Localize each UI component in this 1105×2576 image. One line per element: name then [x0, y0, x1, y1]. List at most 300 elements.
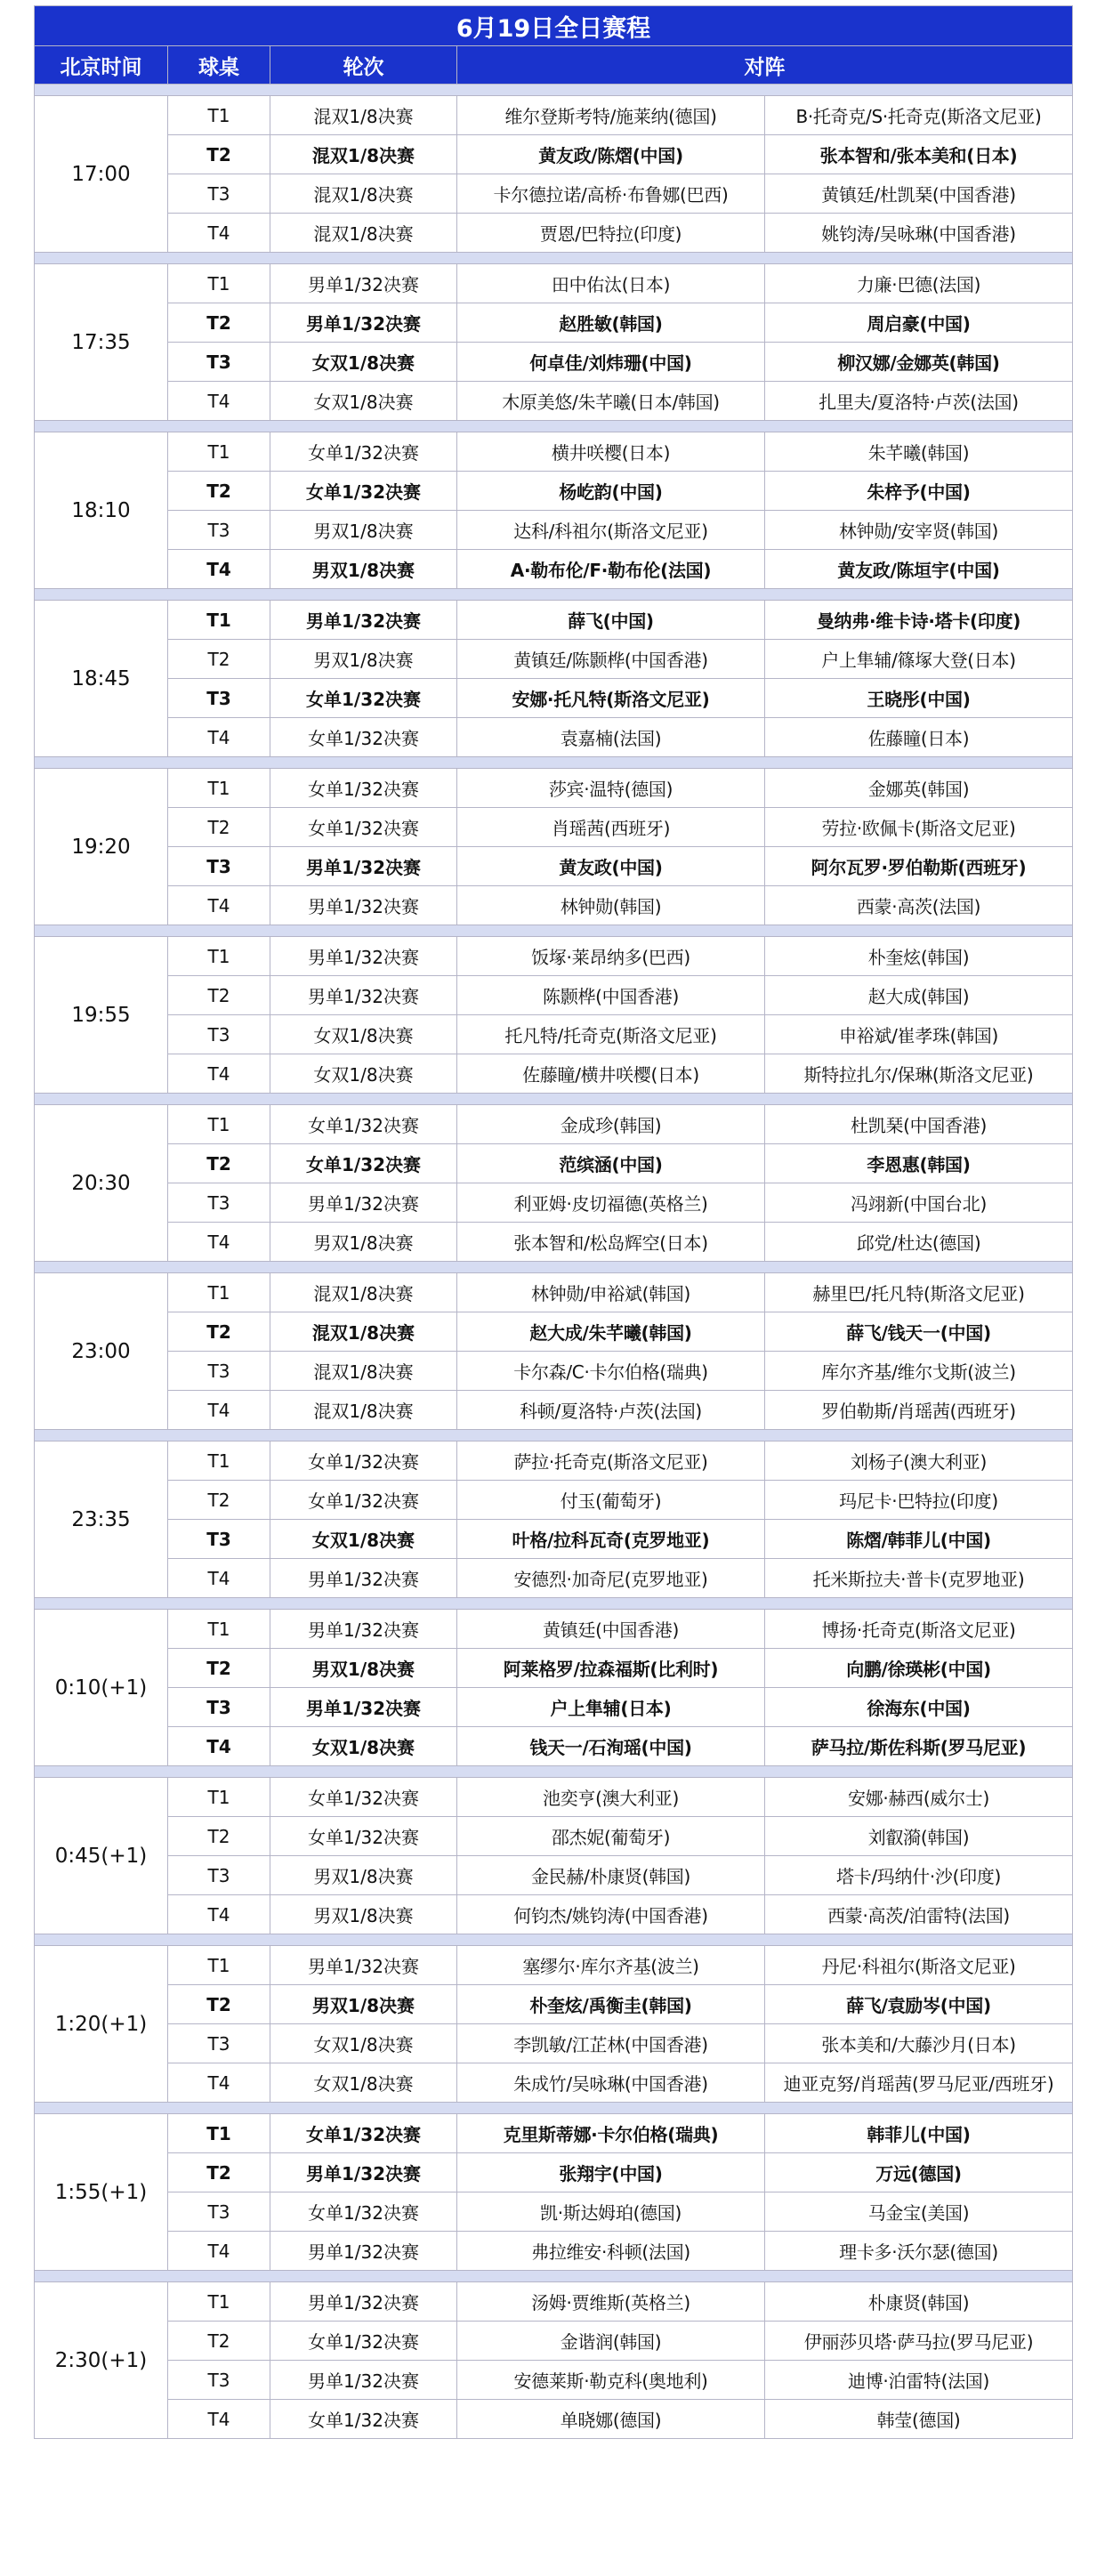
- player2-cell: 迪博·泊雷特(法国): [765, 2361, 1073, 2400]
- match-row: [35, 1054, 1073, 1094]
- separator-cell: [35, 1262, 1073, 1273]
- player2-cell: 王晓彤(中国): [765, 679, 1073, 718]
- player1-cell: A·勒布伦/F·勒布伦(法国): [457, 550, 765, 589]
- round-cell: 男双1/8决赛: [270, 1223, 457, 1262]
- player2-cell: 罗伯勒斯/肖瑶茜(西班牙): [765, 1391, 1073, 1430]
- player2-cell: 朱芊曦(韩国): [765, 432, 1073, 472]
- match-row: [35, 847, 1073, 886]
- match-row: [35, 1391, 1073, 1430]
- match-row: [35, 1481, 1073, 1520]
- round-cell: 女单1/32决赛: [270, 718, 457, 757]
- player1-cell: 佐藤瞳/横井咲樱(日本): [457, 1054, 765, 1094]
- block-separator: [35, 421, 1073, 432]
- player1-cell: 袁嘉楠(法国): [457, 718, 765, 757]
- separator-cell: [35, 85, 1073, 96]
- player2-cell: 西蒙·高茨/泊雷特(法国): [765, 1895, 1073, 1934]
- match-row: [35, 808, 1073, 847]
- table-cell: T2: [168, 303, 270, 343]
- player1-cell: 安娜·托凡特(斯洛文尼亚): [457, 679, 765, 718]
- match-row: [35, 1183, 1073, 1223]
- match-row: [35, 937, 1073, 976]
- match-row: [35, 2361, 1073, 2400]
- match-row: [35, 640, 1073, 679]
- table-cell: T2: [168, 640, 270, 679]
- player2-cell: 库尔齐基/维尔戈斯(波兰): [765, 1352, 1073, 1391]
- header-table: 球桌: [168, 46, 270, 85]
- player1-cell: 黄镇廷/陈颢桦(中国香港): [457, 640, 765, 679]
- player1-cell: 木原美悠/朱芊曦(日本/韩国): [457, 382, 765, 421]
- round-cell: 男单1/32决赛: [270, 1688, 457, 1727]
- round-cell: 女单1/32决赛: [270, 1441, 457, 1481]
- table-cell: T3: [168, 1183, 270, 1223]
- match-row: [35, 2024, 1073, 2063]
- round-cell: 女单1/32决赛: [270, 679, 457, 718]
- match-row: [35, 2063, 1073, 2103]
- player2-cell: 博扬·托奇克(斯洛文尼亚): [765, 1610, 1073, 1649]
- round-cell: 男单1/32决赛: [270, 976, 457, 1015]
- player1-cell: 朱成竹/吴咏琳(中国香港): [457, 2063, 765, 2103]
- block-separator: [35, 1094, 1073, 1105]
- player1-cell: 田中佑汰(日本): [457, 264, 765, 303]
- round-cell: 女单1/32决赛: [270, 1817, 457, 1856]
- player1-cell: 薛飞(中国): [457, 601, 765, 640]
- round-cell: 男单1/32决赛: [270, 1183, 457, 1223]
- table-cell: T2: [168, 2153, 270, 2192]
- separator-cell: [35, 757, 1073, 769]
- round-cell: 男双1/8决赛: [270, 1985, 457, 2024]
- match-row: [35, 1105, 1073, 1144]
- table-cell: T3: [168, 2192, 270, 2232]
- player1-cell: 塞缪尔·库尔齐基(波兰): [457, 1946, 765, 1985]
- player1-cell: 肖瑶茜(西班牙): [457, 808, 765, 847]
- table-cell: T1: [168, 937, 270, 976]
- round-cell: 男单1/32决赛: [270, 1610, 457, 1649]
- round-cell: 混双1/8决赛: [270, 214, 457, 253]
- player2-cell: 刘叡漪(韩国): [765, 1817, 1073, 1856]
- round-cell: 男单1/32决赛: [270, 2232, 457, 2271]
- player1-cell: 汤姆·贾维斯(英格兰): [457, 2282, 765, 2322]
- separator-cell: [35, 589, 1073, 601]
- time-cell: 19:55: [35, 937, 168, 1094]
- table-cell: T1: [168, 601, 270, 640]
- table-cell: T3: [168, 174, 270, 214]
- round-cell: 混双1/8决赛: [270, 135, 457, 174]
- player1-cell: 饭塚·莱昂纳多(巴西): [457, 937, 765, 976]
- separator-cell: [35, 2271, 1073, 2282]
- time-cell: 19:20: [35, 769, 168, 925]
- player1-cell: 萨拉·托奇克(斯洛文尼亚): [457, 1441, 765, 1481]
- table-cell: T1: [168, 1610, 270, 1649]
- player2-cell: 力廉·巴德(法国): [765, 264, 1073, 303]
- round-cell: 女双1/8决赛: [270, 382, 457, 421]
- table-cell: T2: [168, 1649, 270, 1688]
- player2-cell: 李恩惠(韩国): [765, 1144, 1073, 1183]
- match-row: [35, 1610, 1073, 1649]
- player1-cell: 贾恩/巴特拉(印度): [457, 214, 765, 253]
- separator-cell: [35, 421, 1073, 432]
- player1-cell: 林钟勋(韩国): [457, 886, 765, 925]
- player2-cell: 朱梓予(中国): [765, 472, 1073, 511]
- table-cell: T3: [168, 511, 270, 550]
- player1-cell: 单晓娜(德国): [457, 2400, 765, 2439]
- block-separator: [35, 1598, 1073, 1610]
- player2-cell: 斯特拉扎尔/保琳(斯洛文尼亚): [765, 1054, 1073, 1094]
- table-cell: T4: [168, 1559, 270, 1598]
- header-row: [35, 46, 1073, 85]
- round-cell: 男单1/32决赛: [270, 601, 457, 640]
- player2-cell: 扎里夫/夏洛特·卢茨(法国): [765, 382, 1073, 421]
- time-cell: 18:10: [35, 432, 168, 589]
- table-cell: T2: [168, 1144, 270, 1183]
- separator-cell: [35, 925, 1073, 937]
- table-cell: T1: [168, 1778, 270, 1817]
- player1-cell: 卡尔森/C·卡尔伯格(瑞典): [457, 1352, 765, 1391]
- round-cell: 女单1/32决赛: [270, 808, 457, 847]
- player2-cell: 迪亚克努/肖瑶茜(罗马尼亚/西班牙): [765, 2063, 1073, 2103]
- match-row: [35, 1352, 1073, 1391]
- table-cell: T2: [168, 1481, 270, 1520]
- header-time: 北京时间: [35, 46, 168, 85]
- block-separator: [35, 2103, 1073, 2114]
- player2-cell: 万远(德国): [765, 2153, 1073, 2192]
- player1-cell: 金成珍(韩国): [457, 1105, 765, 1144]
- table-cell: T1: [168, 1273, 270, 1312]
- match-row: [35, 264, 1073, 303]
- player1-cell: 赵大成/朱芊曦(韩国): [457, 1312, 765, 1352]
- player2-cell: 阿尔瓦罗·罗伯勒斯(西班牙): [765, 847, 1073, 886]
- player2-cell: 佐藤瞳(日本): [765, 718, 1073, 757]
- table-cell: T4: [168, 886, 270, 925]
- player2-cell: 徐海东(中国): [765, 1688, 1073, 1727]
- player2-cell: 申裕斌/崔孝珠(韩国): [765, 1015, 1073, 1054]
- player2-cell: 周启豪(中国): [765, 303, 1073, 343]
- table-cell: T2: [168, 1312, 270, 1352]
- block-separator: [35, 1430, 1073, 1441]
- match-row: [35, 214, 1073, 253]
- match-row: [35, 382, 1073, 421]
- player1-cell: 何卓佳/刘炜珊(中国): [457, 343, 765, 382]
- table-cell: T1: [168, 1105, 270, 1144]
- player2-cell: 薛飞/袁励岑(中国): [765, 1985, 1073, 2024]
- round-cell: 男双1/8决赛: [270, 1895, 457, 1934]
- table-cell: T3: [168, 679, 270, 718]
- table-cell: T2: [168, 808, 270, 847]
- player2-cell: 丹尼·科祖尔(斯洛文尼亚): [765, 1946, 1073, 1985]
- time-cell: 1:55(+1): [35, 2114, 168, 2271]
- match-row: [35, 174, 1073, 214]
- block-separator: [35, 1262, 1073, 1273]
- table-cell: T2: [168, 2322, 270, 2361]
- match-row: [35, 1015, 1073, 1054]
- table-cell: T4: [168, 2232, 270, 2271]
- match-row: [35, 1727, 1073, 1766]
- round-cell: 女双1/8决赛: [270, 2063, 457, 2103]
- player1-cell: 范缤涵(中国): [457, 1144, 765, 1183]
- table-cell: T4: [168, 2063, 270, 2103]
- player2-cell: 朴奎炫(韩国): [765, 937, 1073, 976]
- player2-cell: 托米斯拉夫·普卡(克罗地亚): [765, 1559, 1073, 1598]
- player1-cell: 弗拉维安·科顿(法国): [457, 2232, 765, 2271]
- round-cell: 男单1/32决赛: [270, 886, 457, 925]
- player2-cell: 户上隼辅/篠塚大登(日本): [765, 640, 1073, 679]
- player2-cell: 姚钧涛/吴咏琳(中国香港): [765, 214, 1073, 253]
- round-cell: 混双1/8决赛: [270, 1273, 457, 1312]
- time-cell: 18:45: [35, 601, 168, 757]
- round-cell: 女双1/8决赛: [270, 1015, 457, 1054]
- match-row: [35, 2153, 1073, 2192]
- table-cell: T4: [168, 550, 270, 589]
- table-cell: T1: [168, 1946, 270, 1985]
- table-cell: T4: [168, 1391, 270, 1430]
- player2-cell: 金娜英(韩国): [765, 769, 1073, 808]
- round-cell: 女单1/32决赛: [270, 2192, 457, 2232]
- match-row: [35, 2232, 1073, 2271]
- player1-cell: 付玉(葡萄牙): [457, 1481, 765, 1520]
- table-cell: T1: [168, 769, 270, 808]
- round-cell: 女单1/32决赛: [270, 2114, 457, 2153]
- schedule-body: [35, 85, 1073, 2439]
- player2-cell: 刘杨子(澳大利亚): [765, 1441, 1073, 1481]
- table-cell: T2: [168, 1817, 270, 1856]
- match-row: [35, 1817, 1073, 1856]
- round-cell: 混双1/8决赛: [270, 96, 457, 135]
- player1-cell: 卡尔德拉诺/高桥·布鲁娜(巴西): [457, 174, 765, 214]
- block-separator: [35, 1934, 1073, 1946]
- player1-cell: 安德烈·加奇尼(克罗地亚): [457, 1559, 765, 1598]
- player1-cell: 池奕亨(澳大利亚): [457, 1778, 765, 1817]
- player2-cell: 赵大成(韩国): [765, 976, 1073, 1015]
- player2-cell: B·托奇克/S·托奇克(斯洛文尼亚): [765, 96, 1073, 135]
- table-cell: T3: [168, 1688, 270, 1727]
- player2-cell: 韩菲儿(中国): [765, 2114, 1073, 2153]
- table-cell: T4: [168, 1727, 270, 1766]
- player2-cell: 陈熠/韩菲儿(中国): [765, 1520, 1073, 1559]
- round-cell: 女单1/32决赛: [270, 1481, 457, 1520]
- player1-cell: 林钟勋/申裕斌(韩国): [457, 1273, 765, 1312]
- match-row: [35, 976, 1073, 1015]
- round-cell: 男单1/32决赛: [270, 264, 457, 303]
- separator-cell: [35, 253, 1073, 264]
- match-row: [35, 343, 1073, 382]
- player1-cell: 赵胜敏(韩国): [457, 303, 765, 343]
- player1-cell: 利亚姆·皮切福德(英格兰): [457, 1183, 765, 1223]
- time-cell: 23:00: [35, 1273, 168, 1430]
- round-cell: 女单1/32决赛: [270, 2400, 457, 2439]
- player2-cell: 伊丽莎贝塔·萨马拉(罗马尼亚): [765, 2322, 1073, 2361]
- round-cell: 混双1/8决赛: [270, 1312, 457, 1352]
- header-matchup: 对阵: [457, 46, 1073, 85]
- schedule-title: 6月19日全日赛程: [35, 6, 1073, 46]
- player2-cell: 薛飞/钱天一(中国): [765, 1312, 1073, 1352]
- player2-cell: 邱党/杜达(德国): [765, 1223, 1073, 1262]
- match-row: [35, 1144, 1073, 1183]
- separator-cell: [35, 1766, 1073, 1778]
- match-row: [35, 1520, 1073, 1559]
- player2-cell: 劳拉·欧佩卡(斯洛文尼亚): [765, 808, 1073, 847]
- round-cell: 男单1/32决赛: [270, 2282, 457, 2322]
- time-cell: 0:10(+1): [35, 1610, 168, 1766]
- player2-cell: 韩莹(德国): [765, 2400, 1073, 2439]
- player1-cell: 钱天一/石洵瑶(中国): [457, 1727, 765, 1766]
- round-cell: 男双1/8决赛: [270, 640, 457, 679]
- player1-cell: 达科/科祖尔(斯洛文尼亚): [457, 511, 765, 550]
- table-cell: T1: [168, 1441, 270, 1481]
- table-cell: T3: [168, 1352, 270, 1391]
- table-cell: T4: [168, 1054, 270, 1094]
- player1-cell: 陈颢桦(中国香港): [457, 976, 765, 1015]
- block-separator: [35, 85, 1073, 96]
- match-row: [35, 1895, 1073, 1934]
- match-row: [35, 1649, 1073, 1688]
- player1-cell: 何钧杰/姚钧涛(中国香港): [457, 1895, 765, 1934]
- round-cell: 男双1/8决赛: [270, 1649, 457, 1688]
- table-cell: T4: [168, 382, 270, 421]
- match-row: [35, 303, 1073, 343]
- player1-cell: 户上隼辅(日本): [457, 1688, 765, 1727]
- round-cell: 女双1/8决赛: [270, 1520, 457, 1559]
- match-row: [35, 769, 1073, 808]
- match-row: [35, 1441, 1073, 1481]
- player2-cell: 黄友政/陈垣宇(中国): [765, 550, 1073, 589]
- player2-cell: 朴康贤(韩国): [765, 2282, 1073, 2322]
- player1-cell: 托凡特/托奇克(斯洛文尼亚): [457, 1015, 765, 1054]
- title-row: [35, 6, 1073, 46]
- round-cell: 男单1/32决赛: [270, 1559, 457, 1598]
- player1-cell: 科顿/夏洛特·卢茨(法国): [457, 1391, 765, 1430]
- table-cell: T1: [168, 2114, 270, 2153]
- round-cell: 男单1/32决赛: [270, 2153, 457, 2192]
- table-cell: T3: [168, 1856, 270, 1895]
- match-row: [35, 679, 1073, 718]
- header-round: 轮次: [270, 46, 457, 85]
- player2-cell: 张本智和/张本美和(日本): [765, 135, 1073, 174]
- player2-cell: 赫里巴/托凡特(斯洛文尼亚): [765, 1273, 1073, 1312]
- player2-cell: 理卡多·沃尔瑟(德国): [765, 2232, 1073, 2271]
- round-cell: 女双1/8决赛: [270, 343, 457, 382]
- separator-cell: [35, 2103, 1073, 2114]
- separator-cell: [35, 1430, 1073, 1441]
- round-cell: 男单1/32决赛: [270, 847, 457, 886]
- player1-cell: 阿莱格罗/拉森福斯(比利时): [457, 1649, 765, 1688]
- player1-cell: 张翔宇(中国): [457, 2153, 765, 2192]
- time-cell: 20:30: [35, 1105, 168, 1262]
- table-cell: T2: [168, 976, 270, 1015]
- round-cell: 男双1/8决赛: [270, 550, 457, 589]
- table-cell: T4: [168, 1223, 270, 1262]
- table-cell: T3: [168, 1520, 270, 1559]
- block-separator: [35, 1766, 1073, 1778]
- time-cell: 17:35: [35, 264, 168, 421]
- match-row: [35, 1312, 1073, 1352]
- round-cell: 女双1/8决赛: [270, 1727, 457, 1766]
- time-cell: 17:00: [35, 96, 168, 253]
- round-cell: 男单1/32决赛: [270, 937, 457, 976]
- table-cell: T3: [168, 847, 270, 886]
- player1-cell: 黄镇廷(中国香港): [457, 1610, 765, 1649]
- match-row: [35, 718, 1073, 757]
- match-row: [35, 1688, 1073, 1727]
- match-row: [35, 550, 1073, 589]
- table-cell: T1: [168, 2282, 270, 2322]
- table-cell: T4: [168, 718, 270, 757]
- round-cell: 男双1/8决赛: [270, 1856, 457, 1895]
- player1-cell: 黄友政(中国): [457, 847, 765, 886]
- player2-cell: 黄镇廷/杜凯琹(中国香港): [765, 174, 1073, 214]
- player2-cell: 塔卡/玛纳什·沙(印度): [765, 1856, 1073, 1895]
- round-cell: 女双1/8决赛: [270, 1054, 457, 1094]
- block-separator: [35, 757, 1073, 769]
- time-cell: 0:45(+1): [35, 1778, 168, 1934]
- player2-cell: 向鹏/徐瑛彬(中国): [765, 1649, 1073, 1688]
- match-row: [35, 1273, 1073, 1312]
- schedule-table: [34, 5, 1073, 2439]
- player2-cell: 柳汉娜/金娜英(韩国): [765, 343, 1073, 382]
- player1-cell: 凯·斯达姆珀(德国): [457, 2192, 765, 2232]
- player2-cell: 林钟勋/安宰贤(韩国): [765, 511, 1073, 550]
- table-cell: T4: [168, 1895, 270, 1934]
- round-cell: 男单1/32决赛: [270, 2361, 457, 2400]
- table-cell: T2: [168, 472, 270, 511]
- table-cell: T3: [168, 2024, 270, 2063]
- match-row: [35, 135, 1073, 174]
- player1-cell: 杨屹韵(中国): [457, 472, 765, 511]
- table-cell: T4: [168, 2400, 270, 2439]
- match-row: [35, 472, 1073, 511]
- round-cell: 男单1/32决赛: [270, 1946, 457, 1985]
- block-separator: [35, 589, 1073, 601]
- player2-cell: 萨马拉/斯佐科斯(罗马尼亚): [765, 1727, 1073, 1766]
- player1-cell: 黄友政/陈熠(中国): [457, 135, 765, 174]
- player1-cell: 金民赫/朴康贤(韩国): [457, 1856, 765, 1895]
- separator-cell: [35, 1934, 1073, 1946]
- round-cell: 女单1/32决赛: [270, 432, 457, 472]
- table-cell: T1: [168, 264, 270, 303]
- match-row: [35, 96, 1073, 135]
- round-cell: 女单1/32决赛: [270, 1144, 457, 1183]
- player1-cell: 横井咲樱(日本): [457, 432, 765, 472]
- block-separator: [35, 925, 1073, 937]
- player2-cell: 西蒙·高茨(法国): [765, 886, 1073, 925]
- separator-cell: [35, 1094, 1073, 1105]
- round-cell: 男单1/32决赛: [270, 303, 457, 343]
- round-cell: 混双1/8决赛: [270, 1352, 457, 1391]
- match-row: [35, 1985, 1073, 2024]
- table-cell: T4: [168, 214, 270, 253]
- block-separator: [35, 253, 1073, 264]
- round-cell: 女单1/32决赛: [270, 769, 457, 808]
- separator-cell: [35, 1598, 1073, 1610]
- round-cell: 女单1/32决赛: [270, 472, 457, 511]
- match-row: [35, 1559, 1073, 1598]
- match-row: [35, 2400, 1073, 2439]
- table-cell: T3: [168, 2361, 270, 2400]
- match-row: [35, 1856, 1073, 1895]
- match-row: [35, 2282, 1073, 2322]
- round-cell: 混双1/8决赛: [270, 174, 457, 214]
- player1-cell: 朴奎炫/禹衡圭(韩国): [457, 1985, 765, 2024]
- time-cell: 1:20(+1): [35, 1946, 168, 2103]
- match-row: [35, 1223, 1073, 1262]
- player2-cell: 马金宝(美国): [765, 2192, 1073, 2232]
- player2-cell: 张本美和/大藤沙月(日本): [765, 2024, 1073, 2063]
- player2-cell: 杜凯琹(中国香港): [765, 1105, 1073, 1144]
- player2-cell: 冯翊新(中国台北): [765, 1183, 1073, 1223]
- round-cell: 混双1/8决赛: [270, 1391, 457, 1430]
- player1-cell: 金谐润(韩国): [457, 2322, 765, 2361]
- player1-cell: 莎宾·温特(德国): [457, 769, 765, 808]
- block-separator: [35, 2271, 1073, 2282]
- player1-cell: 李凯敏/江芷林(中国香港): [457, 2024, 765, 2063]
